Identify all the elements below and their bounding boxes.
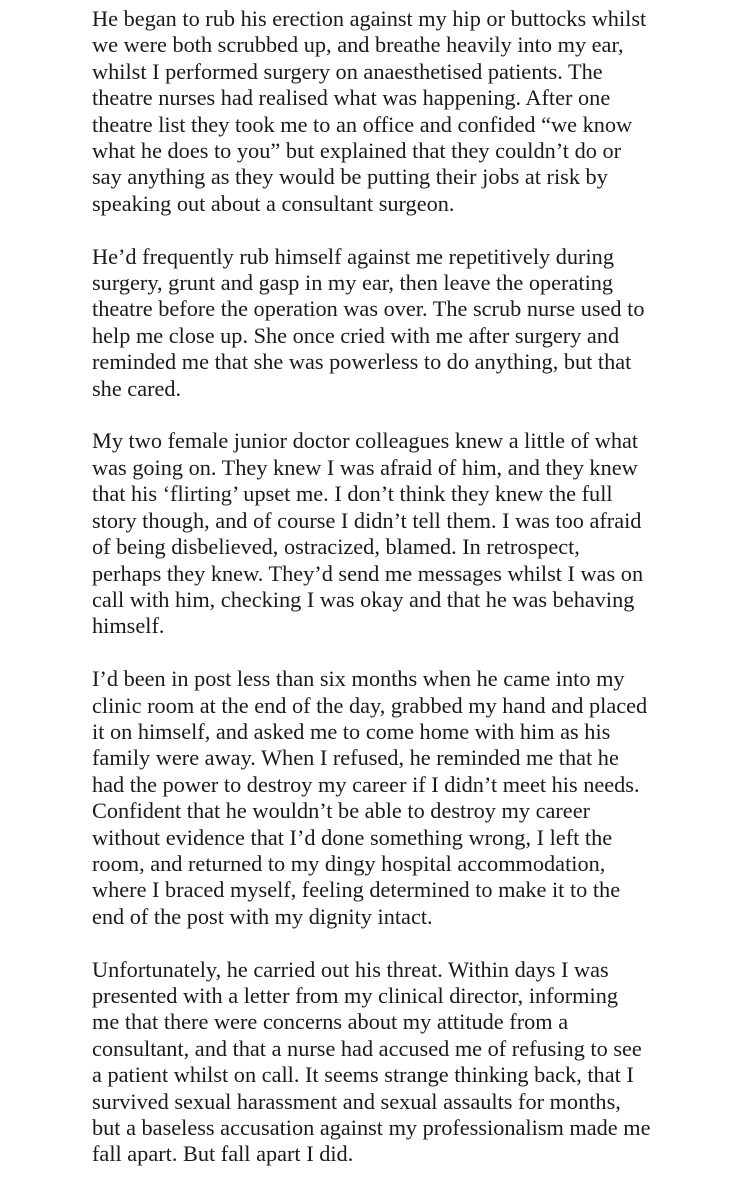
text-line: whilst I performed surgery on anaesthetised patients. The — [92, 58, 603, 84]
text-line: He’d frequently rub himself against me repetitively during — [92, 243, 614, 269]
paragraph-4 — [92, 666, 714, 930]
text-line: call with him, checking I was okay and that he was behaving — [92, 586, 635, 612]
text-line: of being disbelieved, ostracized, blamed. In retrospect, — [92, 534, 580, 560]
text-line: I’d been in post less than six months when he came into my — [92, 666, 625, 692]
text-line: she cared. — [92, 375, 182, 401]
text-line: but a baseless accusation against my professionalism made me — [92, 1115, 651, 1140]
text-line: theatre list they took me to an office and confided “we know — [92, 111, 633, 137]
text-line: Unfortunately, he carried out his threat. Within days I was — [92, 956, 609, 982]
text-line: reminded me that she was powerless to do anything, but that — [92, 349, 632, 375]
paragraph-5 — [92, 957, 714, 1168]
text-line: My two female junior doctor colleagues knew a little of what — [92, 428, 639, 454]
text-line: where I braced myself, feeling determined to make it to the — [92, 877, 621, 903]
text-line: that his ‘flirting’ upset me. I don’t think they knew the full — [92, 481, 613, 507]
text-line: was going on. They knew I was afraid of him, and they knew — [92, 454, 638, 480]
text-line: theatre nurses had realised what was happening. After one — [92, 85, 611, 111]
text-line: perhaps they knew. They’d send me messages whilst I was on — [92, 560, 644, 586]
text-line: survived sexual harassment and sexual assaults for months, — [92, 1088, 621, 1114]
text-line: surgery, grunt and gasp in my ear, then leave the operating — [92, 270, 614, 296]
text-line: Confident that he wouldn’t be able to destroy my career — [92, 798, 591, 824]
text-line: speaking out about a consultant surgeon. — [92, 190, 455, 216]
paragraph-3 — [92, 428, 714, 639]
text-line: family were away. When I refused, he reminded me that he — [92, 745, 619, 771]
text-line: had the power to destroy my career if I didn’t meet his needs. — [92, 771, 640, 797]
text-line: consultant, and that a nurse had accused me of refusing to see — [92, 1035, 642, 1061]
text-line: it on himself, and asked me to come home with him as his — [92, 718, 611, 744]
text-line: without evidence that I’d done something wrong, I left the — [92, 824, 613, 850]
text-line: what he does to you” but explained that they couldn’t do or — [92, 138, 622, 164]
text-line: himself. — [92, 613, 165, 639]
paragraph-1 — [92, 6, 714, 217]
text-line: me that there were concerns about my attitude from a — [92, 1009, 569, 1035]
text-line: a patient whilst on call. It seems strange thinking back, that I — [92, 1062, 634, 1088]
text-line: story though, and of course I didn’t tell them. I was too afraid — [92, 507, 642, 533]
text-line: end of the post with my dignity intact. — [92, 903, 433, 929]
text-line: clinic room at the end of the day, grabbed my hand and placed — [92, 692, 648, 718]
text-line: room, and returned to my dingy hospital accommodation, — [92, 850, 606, 876]
text-line: we were both scrubbed up, and breathe heavily into my ear, — [92, 32, 624, 58]
text-line: help me close up. She once cried with me after surgery and — [92, 322, 620, 348]
text-line: theatre before the operation was over. The scrub nurse used to — [92, 296, 645, 322]
text-line: presented with a letter from my clinical director, informing — [92, 982, 619, 1008]
text-line: fall apart. But fall apart I did. — [92, 1141, 354, 1167]
text-line: say anything as they would be putting their jobs at risk by — [92, 164, 608, 190]
text-line: He began to rub his erection against my hip or buttocks whilst — [92, 6, 647, 31]
paragraph-2 — [92, 244, 714, 402]
